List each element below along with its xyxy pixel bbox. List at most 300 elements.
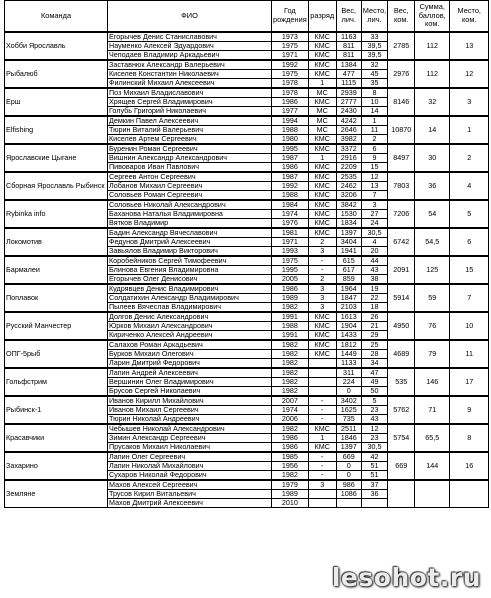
- participant-name-cell: Лобанов Михаил Сергеевич: [108, 182, 272, 191]
- personal-weight-cell: 311: [336, 368, 361, 378]
- personal-weight-cell: 2646: [336, 126, 361, 135]
- rank-cell: КМС: [308, 331, 336, 341]
- personal-weight-cell: 1941: [336, 247, 361, 257]
- participant-name-cell: Чеподаев Владимир Аркадьевич: [108, 51, 272, 61]
- birth-year-cell: 1956: [272, 462, 309, 471]
- birth-year-cell: 1986: [272, 98, 309, 107]
- personal-weight-cell: 1433: [336, 331, 361, 341]
- personal-weight-cell: 1834: [336, 219, 361, 229]
- participant-name-cell: Трусов Кирил Витальевич: [108, 490, 272, 499]
- team-name-cell: Земляне: [5, 480, 108, 508]
- participant-name-cell: Сухаров Николай Федорович: [108, 471, 272, 481]
- birth-year-cell: 1981: [272, 228, 309, 238]
- personal-place-cell: [361, 499, 388, 508]
- personal-place-cell: 38: [361, 275, 388, 285]
- personal-weight-cell: 615: [336, 256, 361, 266]
- birth-year-cell: 1971: [272, 51, 309, 61]
- rank-cell: [308, 490, 336, 499]
- personal-weight-cell: 3206: [336, 191, 361, 201]
- table-row: [5, 116, 489, 126]
- team-name-cell: Бармалеи: [5, 256, 108, 284]
- personal-weight-cell: 617: [336, 266, 361, 275]
- birth-year-cell: 2007: [272, 396, 309, 406]
- birth-year-cell: 1994: [272, 116, 309, 126]
- birth-year-cell: 2005: [272, 275, 309, 285]
- team-place-cell: 10: [450, 312, 489, 340]
- birth-year-cell: 1986: [272, 284, 309, 294]
- rank-cell: КМС: [308, 424, 336, 434]
- participant-name-cell: Махов Дмитрий Алексеевич: [108, 499, 272, 508]
- team-weight-cell: 2785: [388, 32, 415, 60]
- birth-year-cell: 1982: [272, 340, 309, 350]
- personal-weight-cell: 4242: [336, 116, 361, 126]
- birth-year-cell: 1993: [272, 247, 309, 257]
- personal-weight-cell: 1847: [336, 294, 361, 303]
- personal-weight-cell: 1133: [336, 359, 361, 369]
- rank-cell: КМС: [308, 210, 336, 219]
- personal-weight-cell: 2511: [336, 424, 361, 434]
- rank-cell: -: [308, 406, 336, 415]
- personal-weight-cell: 1086: [336, 490, 361, 499]
- table-header: [5, 1, 489, 33]
- personal-place-cell: 19: [361, 284, 388, 294]
- team-weight-cell: 535: [388, 368, 415, 396]
- participant-name-cell: Брусов Сергей Николаевич: [108, 387, 272, 397]
- team-points-cell: 36: [415, 172, 450, 200]
- team-group: [5, 396, 489, 424]
- team-weight-cell: 5762: [388, 396, 415, 424]
- birth-year-cell: 1995: [272, 144, 309, 154]
- personal-place-cell: 39,5: [361, 51, 388, 61]
- birth-year-cell: 1985: [272, 452, 309, 462]
- participant-name-cell: Блинова Евгения Владимировна: [108, 266, 272, 275]
- rank-cell: [308, 368, 336, 378]
- personal-place-cell: 32: [361, 60, 388, 70]
- personal-weight-cell: 2430: [336, 107, 361, 117]
- personal-place-cell: 27: [361, 210, 388, 219]
- team-points-cell: [415, 480, 450, 508]
- personal-weight-cell: 3842: [336, 200, 361, 210]
- personal-place-cell: 29: [361, 331, 388, 341]
- team-points-cell: 71: [415, 396, 450, 424]
- birth-year-cell: 1987: [272, 154, 309, 163]
- personal-place-cell: 28: [361, 350, 388, 359]
- participant-name-cell: Вершинин Олег Владимирович: [108, 378, 272, 387]
- birth-year-cell: 1986: [272, 163, 309, 173]
- team-points-cell: 65,5: [415, 424, 450, 452]
- rank-cell: КМС: [308, 322, 336, 331]
- personal-weight-cell: 669: [336, 452, 361, 462]
- table-row: [5, 340, 489, 350]
- personal-place-cell: 5: [361, 396, 388, 406]
- participant-name-cell: Сергеев Антон Сергеевич: [108, 172, 272, 182]
- birth-year-cell: 1974: [272, 210, 309, 219]
- rank-cell: 3: [308, 284, 336, 294]
- personal-place-cell: 1: [361, 116, 388, 126]
- team-points-cell: 14: [415, 116, 450, 144]
- personal-weight-cell: 859: [336, 275, 361, 285]
- birth-year-cell: 1974: [272, 406, 309, 415]
- personal-weight-cell: 1904: [336, 322, 361, 331]
- personal-weight-cell: 1625: [336, 406, 361, 415]
- rank-cell: [308, 359, 336, 369]
- rank-cell: КМС: [308, 172, 336, 182]
- personal-place-cell: 18: [361, 303, 388, 313]
- personal-weight-cell: [336, 499, 361, 508]
- personal-place-cell: 2: [361, 135, 388, 145]
- rank-cell: МС: [308, 88, 336, 98]
- participant-name-cell: Ларин Дмитрий Федорович: [108, 359, 272, 369]
- participant-name-cell: Кириченко Алексей Андреевич: [108, 331, 272, 341]
- team-place-cell: 7: [450, 284, 489, 312]
- personal-weight-cell: 2777: [336, 98, 361, 107]
- participant-name-cell: Солдатихин Александр Владимирович: [108, 294, 272, 303]
- birth-year-cell: 1975: [272, 42, 309, 51]
- participant-name-cell: Лапин Николай Михайлович: [108, 462, 272, 471]
- birth-year-cell: 1971: [272, 238, 309, 247]
- personal-place-cell: 43: [361, 266, 388, 275]
- team-name-cell: Ярославские Цыгане: [5, 144, 108, 172]
- participant-name-cell: Егорычев Денис Станиславович: [108, 32, 272, 42]
- team-group: [5, 452, 489, 480]
- birth-year-cell: 2006: [272, 415, 309, 425]
- team-points-cell: 144: [415, 452, 450, 480]
- participant-name-cell: Салахов Роман Аркадьевич: [108, 340, 272, 350]
- rank-cell: 1: [308, 434, 336, 443]
- rank-cell: КМС: [308, 219, 336, 229]
- team-weight-cell: 4689: [388, 340, 415, 368]
- participant-name-cell: Федунов Дмитрий Алексеевич: [108, 238, 272, 247]
- table-row: [5, 452, 489, 462]
- team-group: [5, 284, 489, 312]
- participant-name-cell: Бадин Александр Вячеславович: [108, 228, 272, 238]
- participant-name-cell: Тюрин Николай Андреевич: [108, 415, 272, 425]
- team-place-cell: 16: [450, 452, 489, 480]
- header-weight-team: Вес, ком.: [388, 1, 415, 33]
- table-row: [5, 284, 489, 294]
- personal-weight-cell: 1397: [336, 443, 361, 453]
- participant-name-cell: Махов Алексей Сергеевич: [108, 480, 272, 490]
- rank-cell: 3: [308, 294, 336, 303]
- team-weight-cell: 5754: [388, 424, 415, 452]
- rank-cell: КМС: [308, 135, 336, 145]
- rank-cell: КМС: [308, 60, 336, 70]
- personal-place-cell: 23: [361, 434, 388, 443]
- participant-name-cell: Буренин Роман Сергеевич: [108, 144, 272, 154]
- participant-name-cell: Лапин Олег Сергеевич: [108, 452, 272, 462]
- rank-cell: КМС: [308, 200, 336, 210]
- personal-weight-cell: 1397: [336, 228, 361, 238]
- birth-year-cell: 1992: [272, 182, 309, 191]
- table-row: [5, 172, 489, 182]
- personal-place-cell: 10: [361, 98, 388, 107]
- team-points-cell: 54,5: [415, 228, 450, 256]
- rank-cell: КМС: [308, 42, 336, 51]
- personal-weight-cell: 3404: [336, 238, 361, 247]
- team-name-cell: Гольфстрим: [5, 368, 108, 396]
- birth-year-cell: 1991: [272, 331, 309, 341]
- birth-year-cell: 1982: [272, 378, 309, 387]
- personal-place-cell: 33: [361, 32, 388, 42]
- personal-weight-cell: 735: [336, 415, 361, 425]
- personal-weight-cell: 2209: [336, 163, 361, 173]
- personal-weight-cell: 2462: [336, 182, 361, 191]
- header-rank: разряд: [308, 1, 336, 33]
- team-name-cell: Русский Манчестер: [5, 312, 108, 340]
- team-place-cell: 1: [450, 116, 489, 144]
- team-weight-cell: 6742: [388, 228, 415, 256]
- personal-place-cell: 12: [361, 424, 388, 434]
- team-name-cell: Локомотив: [5, 228, 108, 256]
- birth-year-cell: 1979: [272, 480, 309, 490]
- participant-name-cell: Пивоваров Иван Павлович: [108, 163, 272, 173]
- personal-place-cell: 49: [361, 378, 388, 387]
- personal-place-cell: 35: [361, 79, 388, 89]
- birth-year-cell: 1975: [272, 70, 309, 79]
- personal-place-cell: 43: [361, 415, 388, 425]
- rank-cell: [308, 387, 336, 397]
- personal-weight-cell: 1613: [336, 312, 361, 322]
- birth-year-cell: 1992: [272, 60, 309, 70]
- team-points-cell: 32: [415, 88, 450, 116]
- birth-year-cell: 1973: [272, 32, 309, 42]
- team-group: [5, 424, 489, 452]
- personal-place-cell: 42: [361, 452, 388, 462]
- birth-year-cell: 1982: [272, 350, 309, 359]
- personal-weight-cell: 1846: [336, 434, 361, 443]
- personal-place-cell: 30,5: [361, 228, 388, 238]
- results-table: [4, 0, 489, 508]
- personal-weight-cell: 1384: [336, 60, 361, 70]
- team-group: [5, 480, 489, 508]
- team-points-cell: 30: [415, 144, 450, 172]
- team-group: [5, 172, 489, 200]
- personal-weight-cell: 3402: [336, 396, 361, 406]
- table-row: [5, 480, 489, 490]
- participant-name-cell: Демкин Павел Алексеевич: [108, 116, 272, 126]
- header-team: Команда: [5, 1, 108, 33]
- participant-name-cell: Голубь Григорий Николаевич: [108, 107, 272, 117]
- team-name-cell: Elfishing: [5, 116, 108, 144]
- header-fio: ФИО: [108, 1, 272, 33]
- team-points-cell: 79: [415, 340, 450, 368]
- participant-name-cell: Юрков Михаил Александрович: [108, 322, 272, 331]
- team-place-cell: 2: [450, 144, 489, 172]
- rank-cell: КМС: [308, 32, 336, 42]
- participant-name-cell: Киселев Константин Николаевич: [108, 70, 272, 79]
- table-row: [5, 88, 489, 98]
- participant-name-cell: Филинский Михаил Алексеевич: [108, 79, 272, 89]
- team-points-cell: 146: [415, 368, 450, 396]
- team-name-cell: Ерш: [5, 88, 108, 116]
- rank-cell: -: [308, 415, 336, 425]
- rank-cell: -: [308, 256, 336, 266]
- team-group: [5, 256, 489, 284]
- team-place-cell: 3: [450, 88, 489, 116]
- participant-name-cell: Зимин Александр Сергеевич: [108, 434, 272, 443]
- team-group: [5, 228, 489, 256]
- birth-year-cell: 1988: [272, 322, 309, 331]
- table-row: [5, 256, 489, 266]
- personal-weight-cell: 811: [336, 42, 361, 51]
- rank-cell: КМС: [308, 191, 336, 201]
- birth-year-cell: 1986: [272, 434, 309, 443]
- team-group: [5, 88, 489, 116]
- personal-place-cell: 39,5: [361, 42, 388, 51]
- personal-weight-cell: 811: [336, 51, 361, 61]
- team-group: [5, 200, 489, 228]
- table-row: [5, 368, 489, 378]
- personal-weight-cell: 1964: [336, 284, 361, 294]
- rank-cell: -: [308, 471, 336, 481]
- rank-cell: 1: [308, 154, 336, 163]
- personal-place-cell: 36: [361, 490, 388, 499]
- team-place-cell: 6: [450, 228, 489, 256]
- team-place-cell: 13: [450, 32, 489, 60]
- personal-place-cell: 23: [361, 406, 388, 415]
- team-name-cell: Красавчики: [5, 424, 108, 452]
- rank-cell: КМС: [308, 228, 336, 238]
- rank-cell: 1: [308, 79, 336, 89]
- participant-name-cell: Хрящев Сергей Владимирович: [108, 98, 272, 107]
- rank-cell: 2: [308, 238, 336, 247]
- personal-place-cell: 6: [361, 144, 388, 154]
- team-name-cell: Сборная Ярославль Рыбинск: [5, 172, 108, 200]
- team-group: [5, 144, 489, 172]
- personal-place-cell: 8: [361, 88, 388, 98]
- team-points-cell: 112: [415, 32, 450, 60]
- birth-year-cell: 1984: [272, 200, 309, 210]
- personal-place-cell: 51: [361, 471, 388, 481]
- birth-year-cell: 1978: [272, 88, 309, 98]
- rank-cell: -: [308, 396, 336, 406]
- participant-name-cell: Науменко Алексей Эдуардович: [108, 42, 272, 51]
- participant-name-cell: Егорычев Олег Денисович: [108, 275, 272, 285]
- participant-name-cell: Тюрин Виталий Валерьевич: [108, 126, 272, 135]
- rank-cell: МС: [308, 126, 336, 135]
- team-group: [5, 116, 489, 144]
- header-weight-personal: Вес, лич.: [336, 1, 361, 33]
- personal-weight-cell: 3372: [336, 144, 361, 154]
- table-row: [5, 228, 489, 238]
- team-weight-cell: 5914: [388, 284, 415, 312]
- personal-place-cell: 12: [361, 172, 388, 182]
- rank-cell: -: [308, 452, 336, 462]
- team-place-cell: 17: [450, 368, 489, 396]
- team-weight-cell: 8146: [388, 88, 415, 116]
- participant-name-cell: Вишнин Александр Александрович: [108, 154, 272, 163]
- table-row: [5, 424, 489, 434]
- rank-cell: КМС: [308, 312, 336, 322]
- participant-name-cell: Иванов Кирилл Михайлович: [108, 396, 272, 406]
- participant-name-cell: Кудрявцев Денис Владимирович: [108, 284, 272, 294]
- participant-name-cell: Бурков Михаил Олегович: [108, 350, 272, 359]
- rank-cell: КМС: [308, 98, 336, 107]
- participant-name-cell: Вятков Владимир: [108, 219, 272, 229]
- personal-place-cell: 50: [361, 387, 388, 397]
- birth-year-cell: 1982: [272, 359, 309, 369]
- participant-name-cell: Прусаков Михаил Николаевич: [108, 443, 272, 453]
- team-place-cell: 8: [450, 424, 489, 452]
- personal-weight-cell: 1530: [336, 210, 361, 219]
- birth-year-cell: 1975: [272, 256, 309, 266]
- birth-year-cell: 1989: [272, 294, 309, 303]
- participant-name-cell: Пылеев Вячеслав Владимирович: [108, 303, 272, 313]
- team-name-cell: Поплавок: [5, 284, 108, 312]
- personal-place-cell: 26: [361, 312, 388, 322]
- birth-year-cell: 1982: [272, 368, 309, 378]
- header-place-personal: Место, лич.: [361, 1, 388, 33]
- team-group: [5, 368, 489, 396]
- participant-name-cell: Завьялов Владимир Викторович: [108, 247, 272, 257]
- personal-weight-cell: 1115: [336, 79, 361, 89]
- participant-name-cell: Баханова Наталья Владимировна: [108, 210, 272, 219]
- team-name-cell: ОПГ-5рыб: [5, 340, 108, 368]
- rank-cell: КМС: [308, 350, 336, 359]
- birth-year-cell: 1995: [272, 266, 309, 275]
- personal-weight-cell: 2535: [336, 172, 361, 182]
- birth-year-cell: 1982: [272, 387, 309, 397]
- personal-place-cell: 4: [361, 238, 388, 247]
- team-group: [5, 32, 489, 60]
- personal-place-cell: 9: [361, 154, 388, 163]
- rank-cell: [308, 378, 336, 387]
- birth-year-cell: 1989: [272, 490, 309, 499]
- team-weight-cell: [388, 480, 415, 508]
- team-place-cell: 15: [450, 256, 489, 284]
- header-year: Год рождения: [272, 1, 309, 33]
- header-place-team: Место, ком.: [450, 1, 489, 33]
- team-place-cell: 9: [450, 396, 489, 424]
- team-points-cell: 112: [415, 60, 450, 88]
- team-group: [5, 312, 489, 340]
- table-row: [5, 60, 489, 70]
- table-row: [5, 200, 489, 210]
- team-name-cell: Рыбалюб: [5, 60, 108, 88]
- participant-name-cell: Лапин Андрей Алексеевич: [108, 368, 272, 378]
- rank-cell: [308, 499, 336, 508]
- team-points-cell: 54: [415, 200, 450, 228]
- birth-year-cell: 1991: [272, 312, 309, 322]
- participant-name-cell: Иванов Михаил Сергеевич: [108, 406, 272, 415]
- team-place-cell: 4: [450, 172, 489, 200]
- personal-place-cell: 22: [361, 294, 388, 303]
- participant-name-cell: Заставнюк Александр Валерьевич: [108, 60, 272, 70]
- team-name-cell: Rybinka info: [5, 200, 108, 228]
- table-row: [5, 312, 489, 322]
- team-weight-cell: 2091: [388, 256, 415, 284]
- team-weight-cell: 7206: [388, 200, 415, 228]
- participant-name-cell: Долгов Денис Александрович: [108, 312, 272, 322]
- personal-place-cell: 7: [361, 191, 388, 201]
- team-weight-cell: 669: [388, 452, 415, 480]
- participant-name-cell: Коробейников Сергей Тимофеевич: [108, 256, 272, 266]
- personal-place-cell: 14: [361, 107, 388, 117]
- participant-name-cell: Поз Михаил Владиславович: [108, 88, 272, 98]
- rank-cell: 2: [308, 275, 336, 285]
- birth-year-cell: 1978: [272, 79, 309, 89]
- team-place-cell: [450, 480, 489, 508]
- rank-cell: КМС: [308, 144, 336, 154]
- personal-place-cell: 21: [361, 322, 388, 331]
- birth-year-cell: 1980: [272, 135, 309, 145]
- personal-place-cell: 25: [361, 340, 388, 350]
- personal-place-cell: 47: [361, 368, 388, 378]
- header-points-team: Сумма, баллов, ком.: [415, 1, 450, 33]
- table-row: [5, 144, 489, 154]
- participant-name-cell: Соловьев Роман Сергеевич: [108, 191, 272, 201]
- team-name-cell: Хобби Ярославль: [5, 32, 108, 60]
